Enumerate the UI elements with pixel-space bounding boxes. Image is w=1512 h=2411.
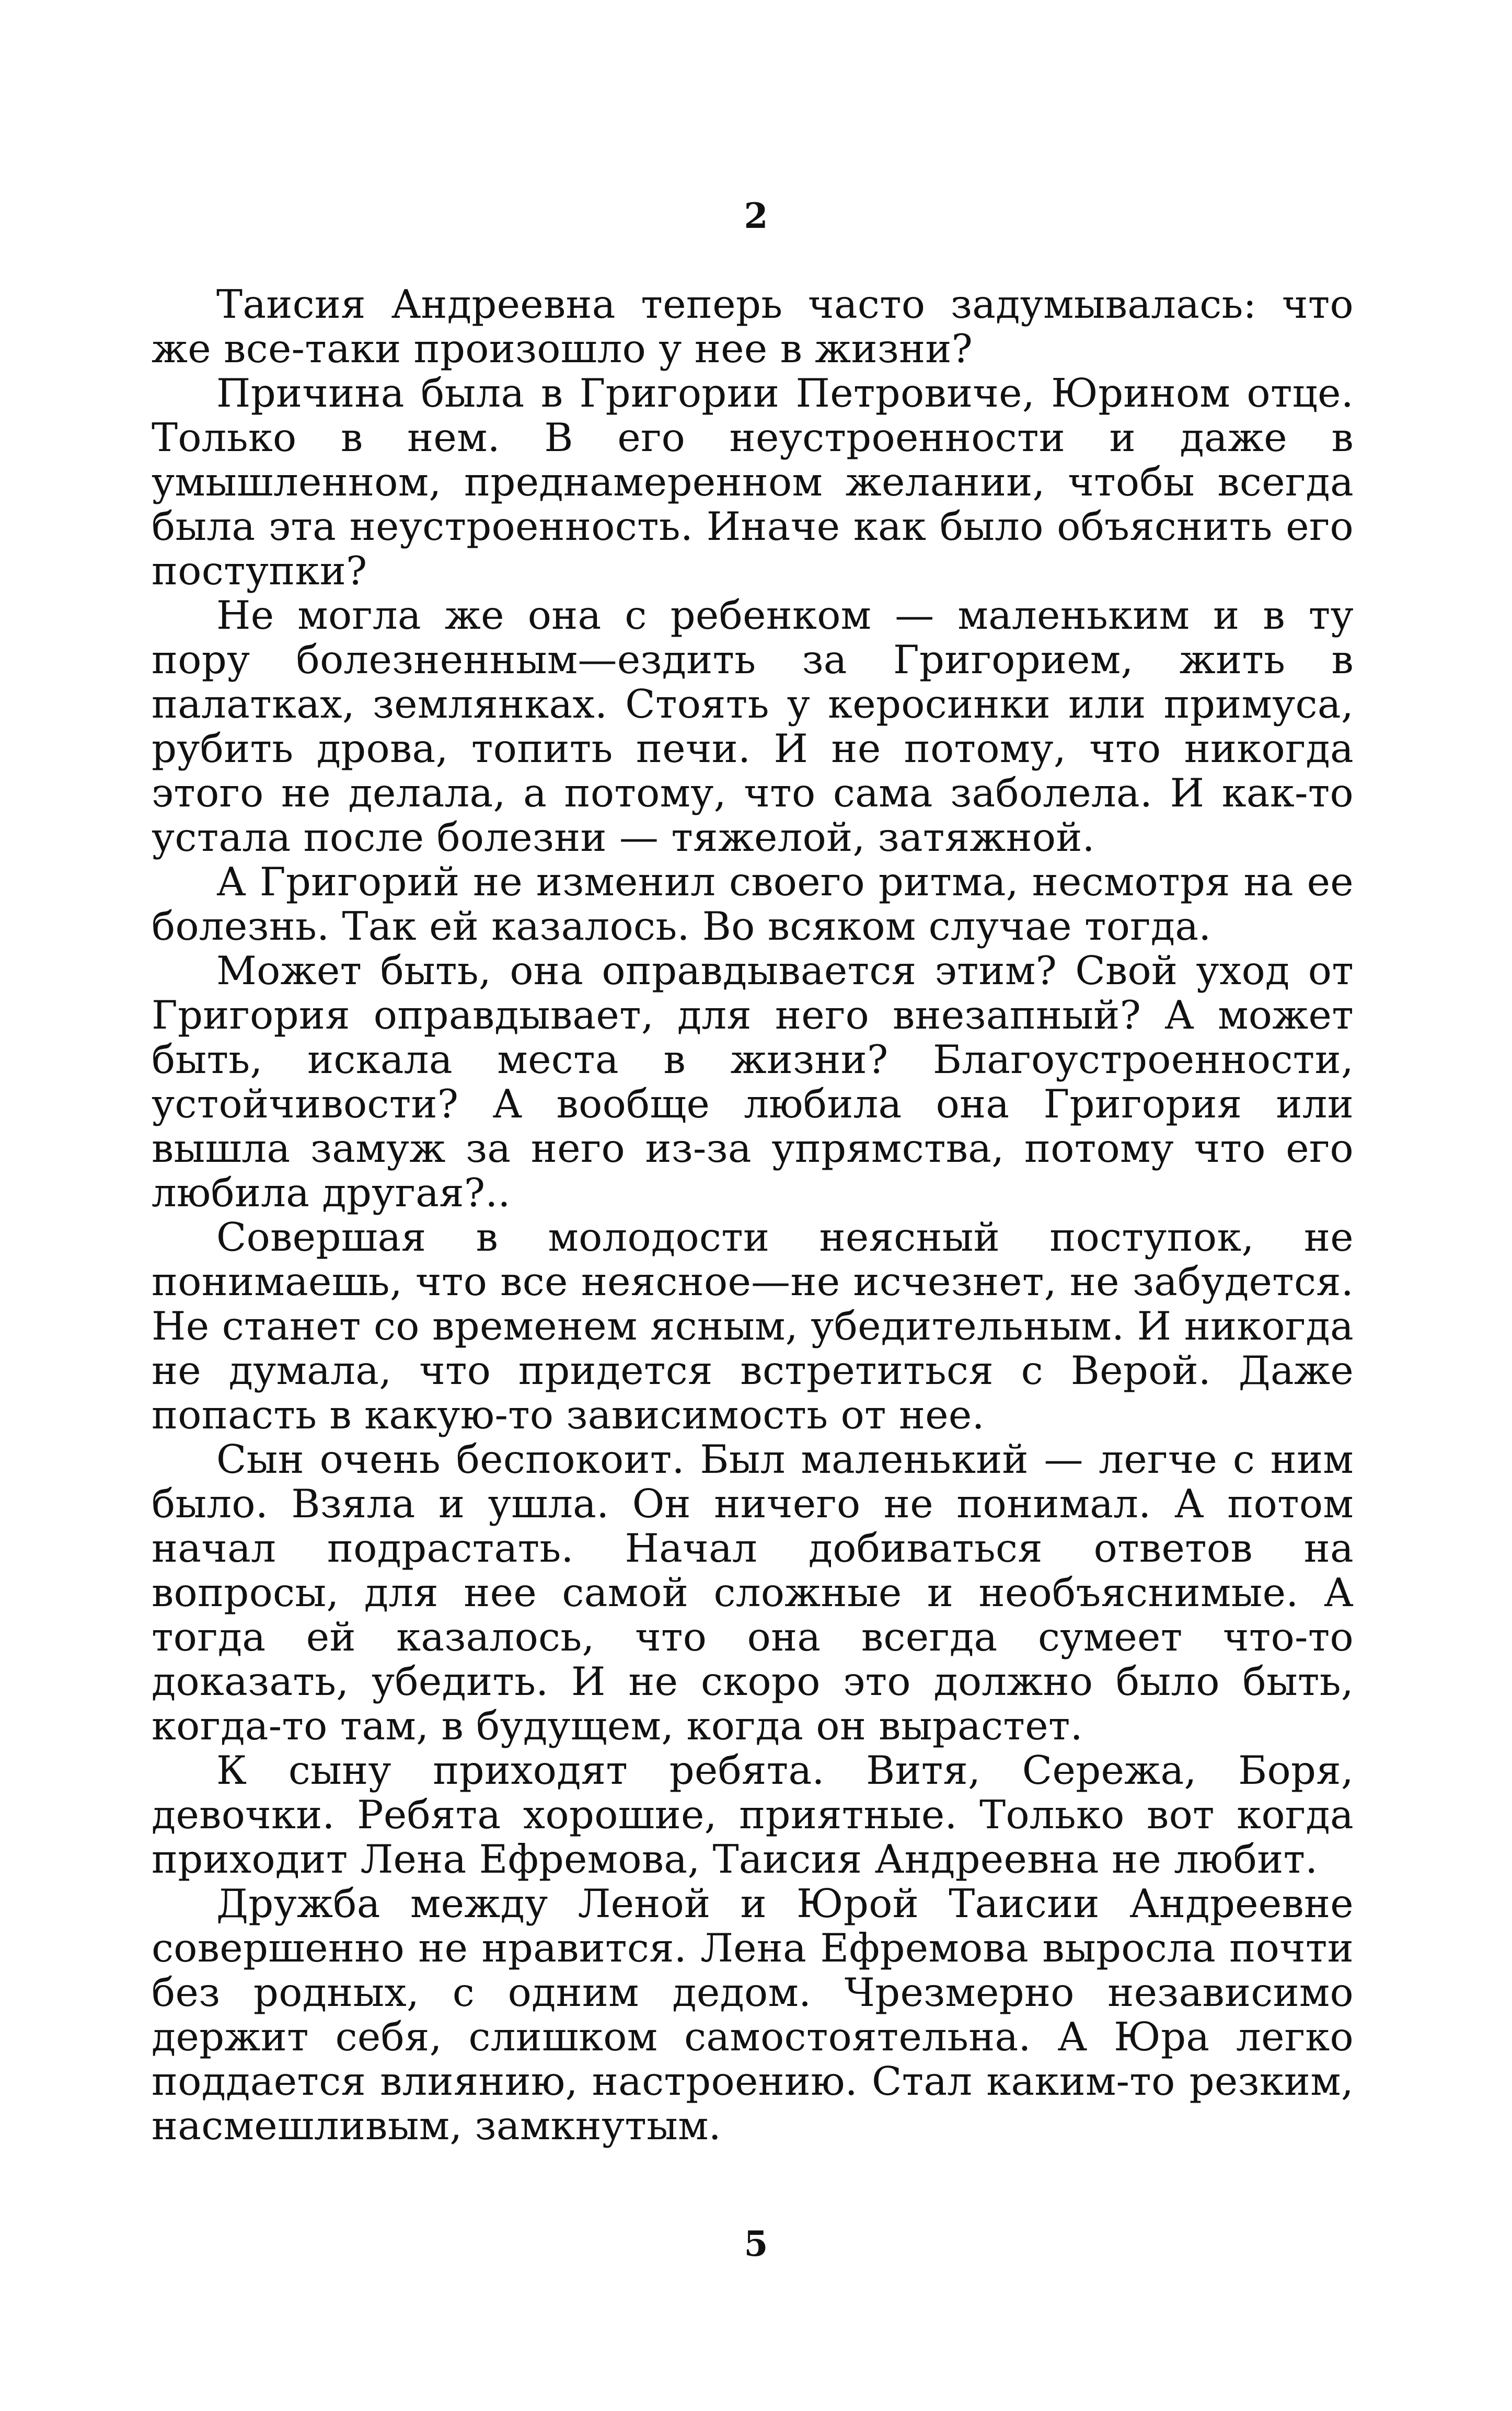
paragraph: Сын очень беспокоит. Был маленький — легче с ним было. Взяла и ушла. Он ничего не понимал. А потом начал подрастать. Начал добиваться ответов на вопросы, для нее самой сложные и необъяснимые. А тогда ей казалось, что она всегда сумеет что-то доказать, убедить. И не скоро это должно было быть, когда-то там, в будущем, когда он вырастет. bbox=[152, 1436, 1354, 1749]
paragraph: Может быть, она оправдывается этим? Свой уход от Григория оправдывает, для него внезапный? А может быть, искала места в жизни? Благоустроенности, устойчивости? А вообще любила она Григория или вышла замуж за него из-за упрямства, потому что его любила другая?.. bbox=[152, 948, 1354, 1216]
paragraph: А Григорий не изменил своего ритма, несмотря на ее болезнь. Так ей казалось. Во всяком случае тогда. bbox=[152, 859, 1354, 949]
chapter-number: 2 bbox=[744, 195, 768, 236]
paragraph: Дружба между Леной и Юрой Таисии Андреевне совершенно не нравится. Лена Ефремова выросла почти без родных, с одним дедом. Чрезмерно независимо держит себя, слишком самостоятельна. А Юра легко поддается влиянию, настроению. Стал каким-то резким, насмешливым, замкнутым. bbox=[152, 1881, 1354, 2149]
paragraph: Таисия Андреевна теперь часто задумывалась: что же все-таки произошло у нее в жизни? bbox=[152, 281, 1354, 372]
body-text bbox=[152, 282, 1354, 2148]
paragraph: Не могла же она с ребенком — маленьким и в ту пору болезненным—ездить за Григорием, жить в палатках, землянках. Стоять у керосинки или примуса, рубить дрова, топить печи. И не потому, что никогда этого не делала, а потому, что сама заболела. И как-то устала после болезни — тяжелой, затяжной. bbox=[152, 592, 1354, 860]
page-number: 5 bbox=[744, 2223, 768, 2264]
paragraph: Совершая в молодости неясный поступок, не понимаешь, что все неясное—не исчезнет, не забудется. Не станет со временем ясным, убедительным. И никогда не думала, что придется встретиться с Верой. Даже попасть в какую-то зависимость от нее. bbox=[152, 1214, 1354, 1438]
paragraph: Причина была в Григории Петровиче, Юрином отце. Только в нем. В его неустроенности и даже в умышленном, преднамеренном желании, чтобы всегда была эта неустроенность. Иначе как было объяснить его поступки? bbox=[152, 370, 1354, 594]
paragraph: К сыну приходят ребята. Витя, Сережа, Боря, девочки. Ребята хорошие, приятные. Только вот когда приходит Лена Ефремова, Таисия Андреевна не любит. bbox=[152, 1747, 1354, 1882]
